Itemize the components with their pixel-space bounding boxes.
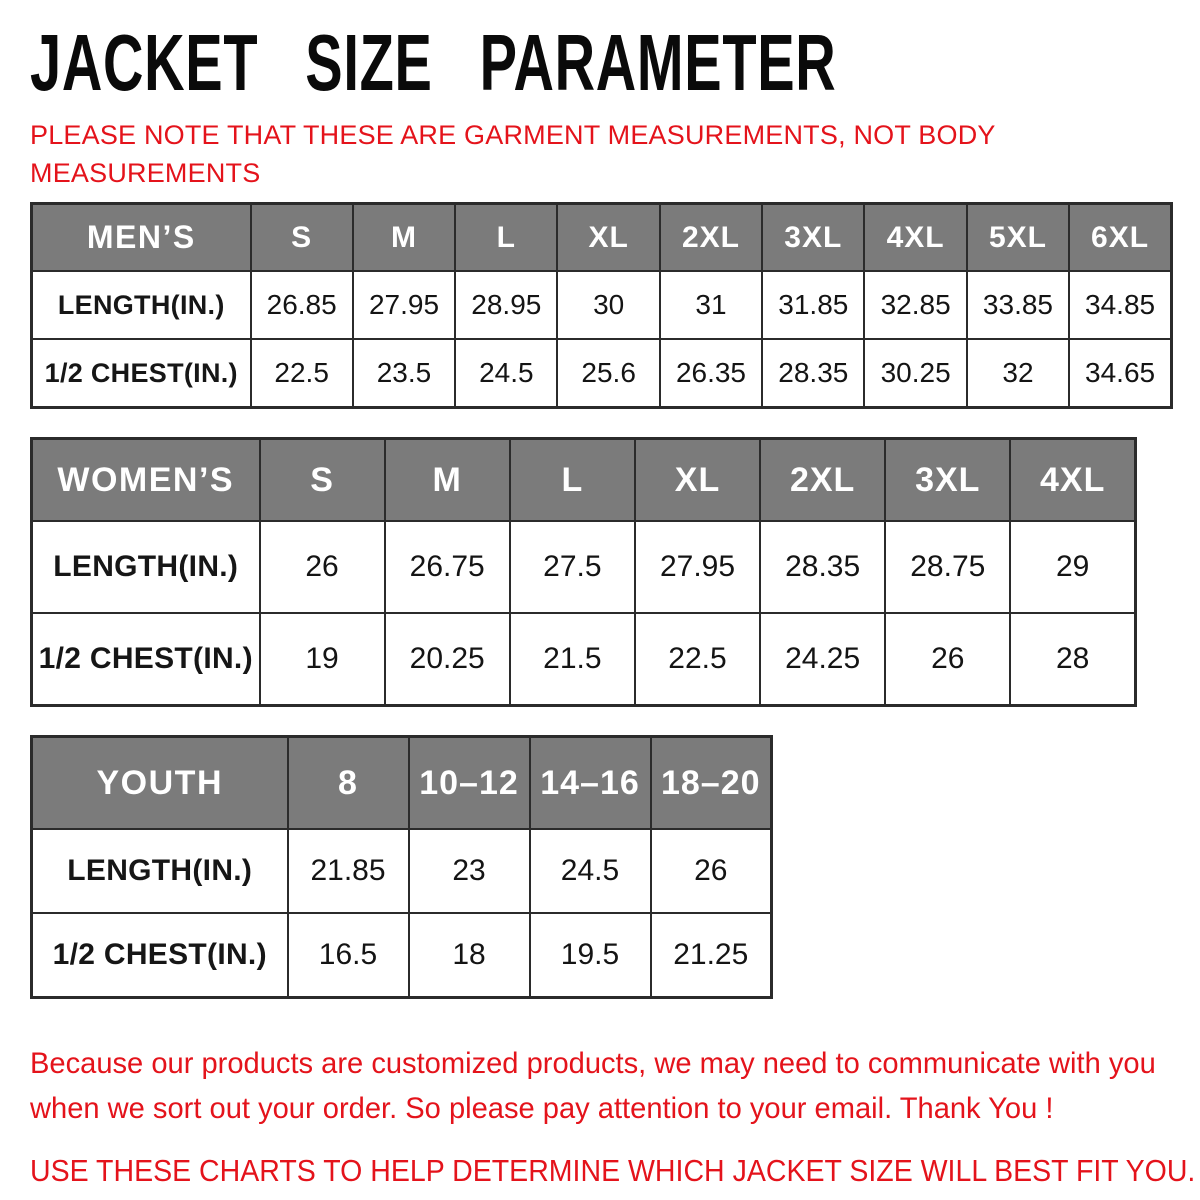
measurement-value-cell: 16.5 [288,913,409,998]
measurement-value-cell: 29 [1010,521,1135,613]
measurement-row [32,913,772,998]
measurement-value-cell: 22.5 [635,613,760,706]
measurement-value-cell: 21.25 [651,913,772,998]
customization-note-line-2: when we sort out your order. So please pay attention to your email. Thank You ! [30,1092,1054,1125]
measurement-value-cell: 23 [409,829,530,913]
measurement-value-cell: 21.5 [510,613,635,706]
measurement-value-cell: 22.5 [251,339,353,408]
measurement-label-cell: LENGTH(IN.) [32,521,260,613]
mens-size-table [30,202,1173,409]
size-column-header: 2XL [660,204,762,272]
size-column-header: 14–16 [530,737,651,830]
size-column-header: 18–20 [651,737,772,830]
measurement-value-cell: 27.5 [510,521,635,613]
measurement-value-cell: 34.65 [1069,339,1171,408]
measurement-value-cell: 31.85 [762,271,864,339]
measurement-value-cell: 25.6 [557,339,659,408]
measurement-value-cell: 26.35 [660,339,762,408]
measurement-row [32,271,1172,339]
measurement-value-cell: 34.85 [1069,271,1171,339]
measurement-value-cell: 31 [660,271,762,339]
measurement-value-cell: 32 [967,339,1069,408]
measurement-value-cell: 30.25 [864,339,966,408]
measurement-value-cell: 30 [557,271,659,339]
measurement-value-cell: 26 [885,613,1010,706]
measurement-value-cell: 24.5 [530,829,651,913]
size-column-header: L [455,204,557,272]
womens-size-grid [30,437,1137,707]
measurement-value-cell: 32.85 [864,271,966,339]
size-column-header: M [385,439,510,522]
garment-measurement-note [30,116,1173,192]
title-row [30,18,1173,107]
measurement-label-cell: LENGTH(IN.) [32,829,288,913]
measurement-value-cell: 18 [409,913,530,998]
customization-email-note [30,1041,1156,1131]
size-column-header: XL [635,439,760,522]
measurement-row [32,829,772,913]
size-column-header: 3XL [762,204,864,272]
youth-size-table [30,735,1173,999]
size-column-header: 3XL [885,439,1010,522]
size-column-header: M [353,204,455,272]
measurement-label-cell: 1/2 CHEST(IN.) [32,913,288,998]
size-column-header: 4XL [864,204,966,272]
measurement-value-cell: 19.5 [530,913,651,998]
size-column-header: S [260,439,385,522]
youth-size-grid [30,735,773,999]
measurement-value-cell: 19 [260,613,385,706]
measurement-row [32,521,1136,613]
measurement-row [32,339,1172,408]
size-column-header: 2XL [760,439,885,522]
womens-size-table [30,437,1173,707]
measurement-row [32,613,1136,706]
note-line-2: MEASUREMENTS [30,158,261,188]
mens-size-grid [30,202,1173,409]
measurement-value-cell: 26 [651,829,772,913]
measurement-value-cell: 28.35 [760,521,885,613]
measurement-label-cell: LENGTH(IN.) [32,271,251,339]
measurement-value-cell: 28 [1010,613,1135,706]
measurement-label-cell: 1/2 CHEST(IN.) [32,613,260,706]
measurement-value-cell: 23.5 [353,339,455,408]
measurement-value-cell: 33.85 [967,271,1069,339]
note-line-1: PLEASE NOTE THAT THESE ARE GARMENT MEASUREMENTS, NOT BODY [30,120,996,150]
measurement-value-cell: 28.35 [762,339,864,408]
size-column-header: S [251,204,353,272]
table-group-header: MEN’S [32,204,251,272]
measurement-value-cell: 20.25 [385,613,510,706]
table-group-header: YOUTH [32,737,288,830]
measurement-value-cell: 21.85 [288,829,409,913]
measurement-value-cell: 27.95 [353,271,455,339]
measurement-value-cell: 26.85 [251,271,353,339]
size-header-row [32,737,772,830]
footer-notes [30,1041,1196,1189]
measurement-value-cell: 26 [260,521,385,613]
size-header-row [32,204,1172,272]
measurement-value-cell: 28.75 [885,521,1010,613]
fit-advice-note: USE THESE CHARTS TO HELP DETERMINE WHICH JACKET SIZE WILL BEST FIT YOU. [30,1153,1196,1188]
measurement-value-cell: 24.25 [760,613,885,706]
size-column-header: 8 [288,737,409,830]
page-title: JACKET SIZE PARAMETER [30,18,837,107]
size-column-header: 4XL [1010,439,1135,522]
table-group-header: WOMEN’S [32,439,260,522]
size-column-header: 10–12 [409,737,530,830]
size-column-header: 6XL [1069,204,1171,272]
size-header-row [32,439,1136,522]
measurement-label-cell: 1/2 CHEST(IN.) [32,339,251,408]
size-column-header: L [510,439,635,522]
customization-note-line-1: Because our products are customized products, we may need to communicate with you [30,1047,1156,1080]
measurement-value-cell: 26.75 [385,521,510,613]
measurement-value-cell: 27.95 [635,521,760,613]
measurement-value-cell: 24.5 [455,339,557,408]
size-column-header: XL [557,204,659,272]
size-column-header: 5XL [967,204,1069,272]
measurement-value-cell: 28.95 [455,271,557,339]
